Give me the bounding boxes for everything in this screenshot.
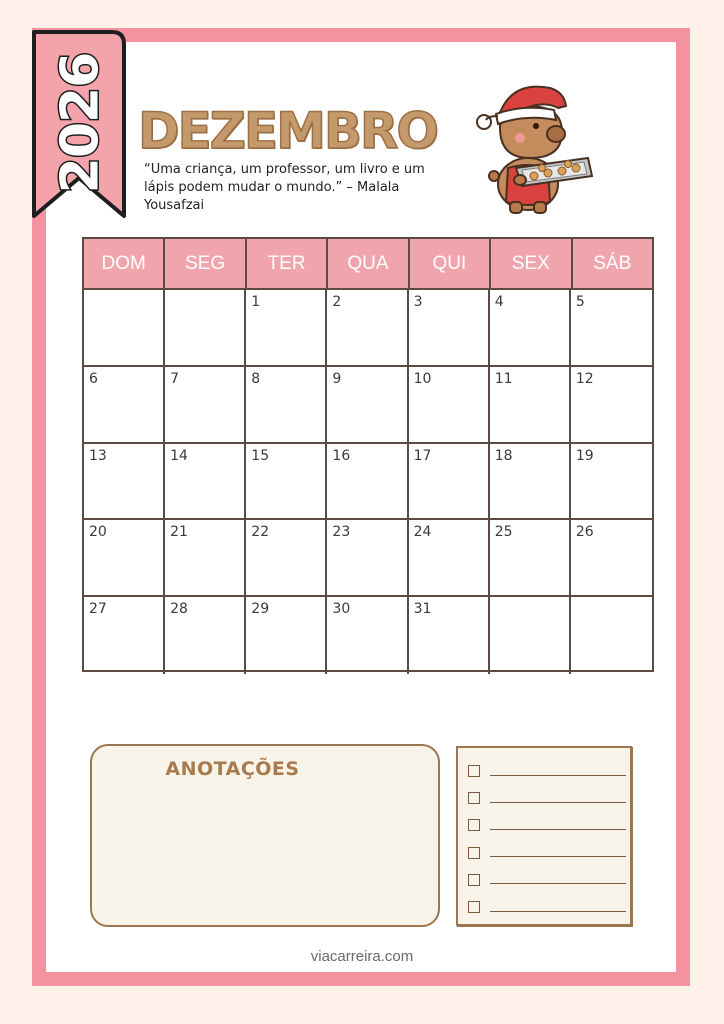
weekday-5: SEX [491,239,572,290]
day-cell-26: 26 [571,520,652,597]
day-cell-empty [490,597,571,674]
day-cell-20: 20 [84,520,165,597]
notes-box [90,744,440,927]
day-cell-22: 22 [246,520,327,597]
day-cell-28: 28 [165,597,246,674]
day-cell-30: 30 [327,597,408,674]
day-cell-31: 31 [409,597,490,674]
day-cell-empty [571,597,652,674]
checkbox-icon[interactable] [468,765,480,777]
day-cell-4: 4 [490,290,571,367]
year-label: 2026 [50,52,111,194]
day-cell-19: 19 [571,444,652,521]
checklist-line [490,775,626,776]
capybara-santa-hat-cookies-icon [470,76,594,216]
day-cell-24: 24 [409,520,490,597]
checklist-item [468,873,626,887]
day-cell-17: 17 [409,444,490,521]
checkbox-icon[interactable] [468,901,480,913]
checklist-item [468,900,626,914]
day-cell-23: 23 [327,520,408,597]
checklist-line [490,802,626,803]
checklist-line [490,911,626,912]
checkbox-icon[interactable] [468,792,480,804]
checklist-item [468,764,626,778]
quote-text: “Uma criança, um professor, um livro e um lápis podem mudar o mundo.” – Malala Yousafzai [144,162,425,213]
year-ribbon [30,28,130,222]
day-cell-15: 15 [246,444,327,521]
weekday-header [84,239,652,290]
day-cell-16: 16 [327,444,408,521]
day-cell-8: 8 [246,367,327,444]
weekday-0: DOM [84,239,165,290]
day-cell-empty [84,290,165,367]
weekday-3: QUA [328,239,409,290]
checklist-box [456,746,632,926]
day-cell-27: 27 [84,597,165,674]
checklist-item [468,791,626,805]
day-cell-9: 9 [327,367,408,444]
day-cell-10: 10 [409,367,490,444]
day-cell-6: 6 [84,367,165,444]
calendar-days [84,290,652,674]
day-cell-13: 13 [84,444,165,521]
day-cell-11: 11 [490,367,571,444]
checkbox-icon[interactable] [468,819,480,831]
day-cell-14: 14 [165,444,246,521]
day-cell-25: 25 [490,520,571,597]
month-title: DEZEMBRO [138,102,437,160]
weekday-2: TER [247,239,328,290]
checklist-line [490,829,626,830]
day-cell-21: 21 [165,520,246,597]
day-cell-5: 5 [571,290,652,367]
day-cell-7: 7 [165,367,246,444]
checklist-line [490,883,626,884]
day-cell-2: 2 [327,290,408,367]
day-cell-18: 18 [490,444,571,521]
checklist-line [490,856,626,857]
weekday-1: SEG [165,239,246,290]
day-cell-3: 3 [409,290,490,367]
calendar-grid [82,237,654,672]
checklist-item [468,818,626,832]
weekday-4: QUI [410,239,491,290]
checkbox-icon[interactable] [468,874,480,886]
footer-website: viacarreira.com [310,948,414,965]
day-cell-empty [165,290,246,367]
checkbox-icon[interactable] [468,847,480,859]
weekday-6: SÁB [573,239,652,290]
notes-title: ANOTAÇÕES [165,758,300,780]
day-cell-12: 12 [571,367,652,444]
checklist-item [468,846,626,860]
day-cell-29: 29 [246,597,327,674]
day-cell-1: 1 [246,290,327,367]
